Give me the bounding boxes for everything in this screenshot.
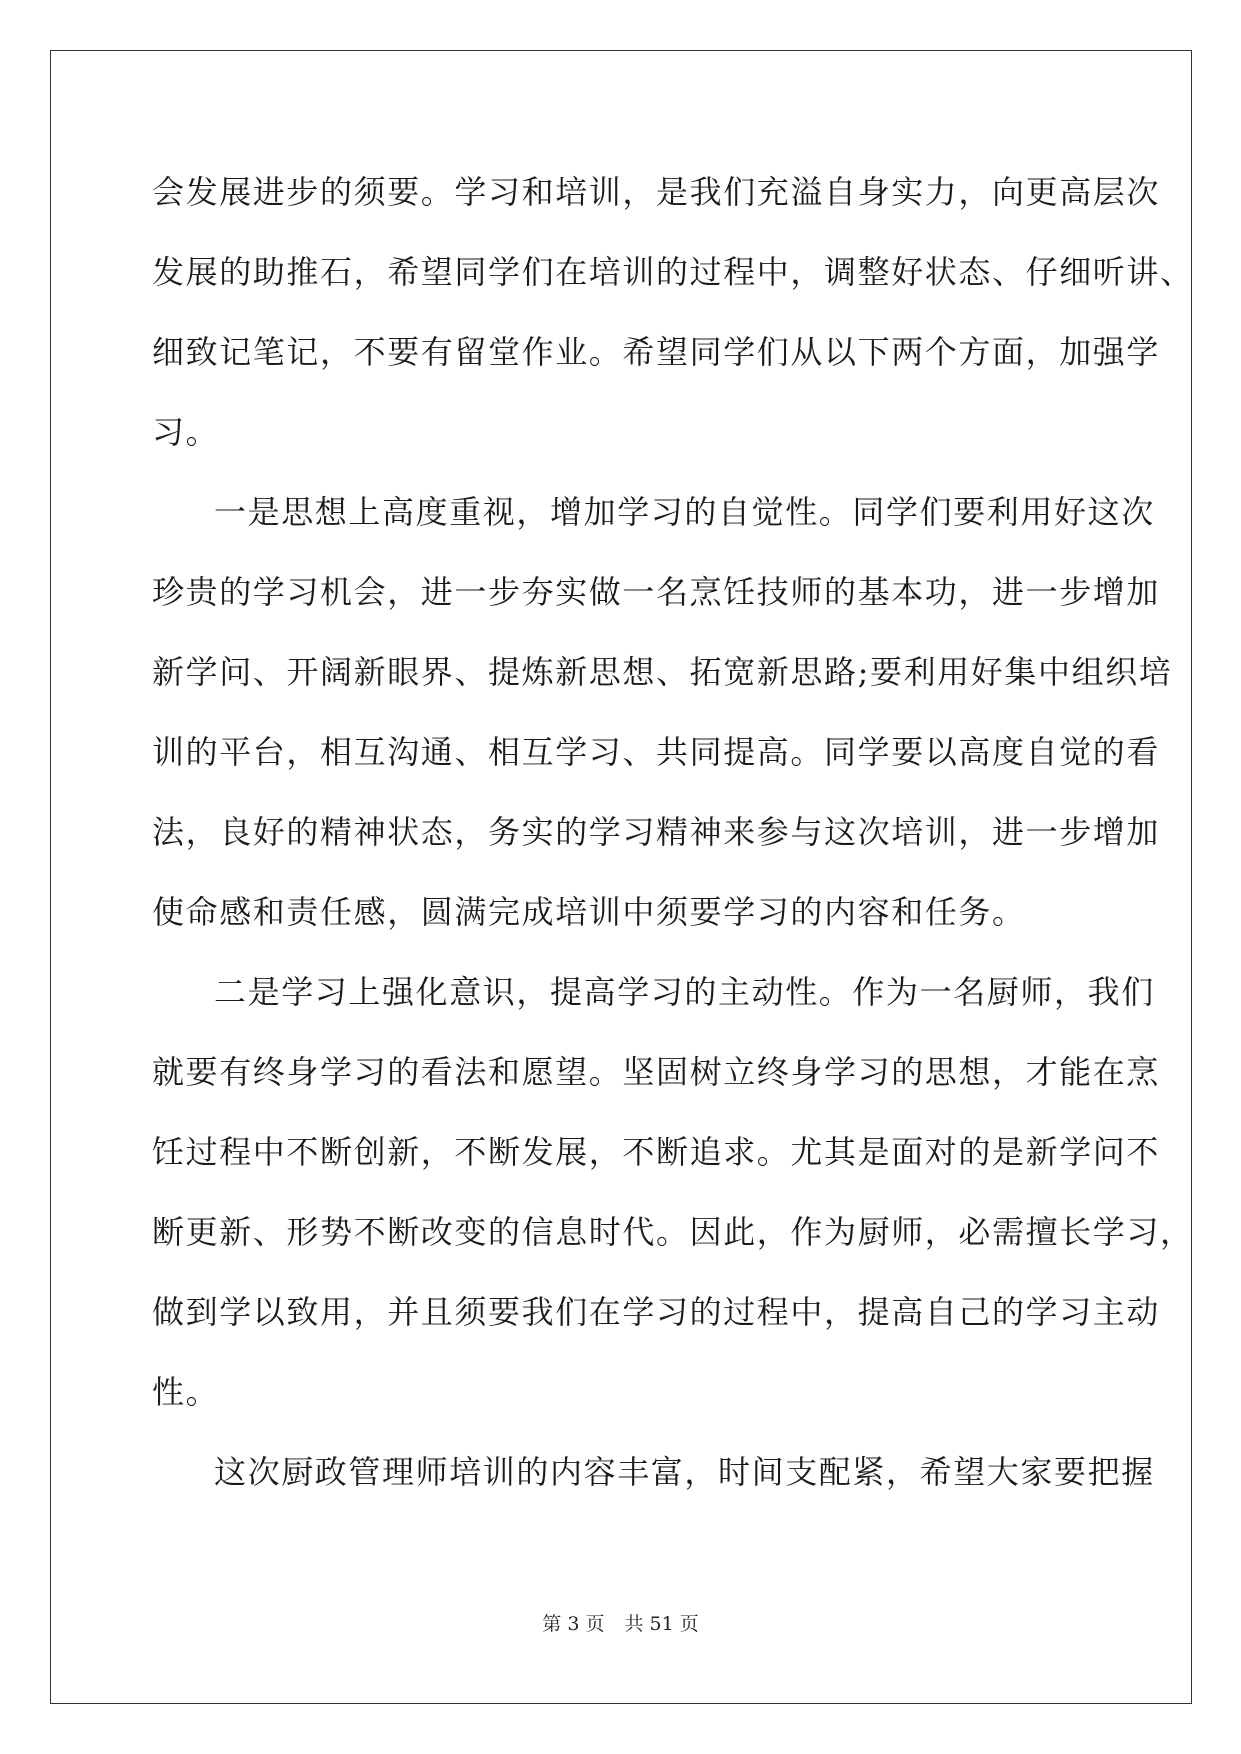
body-line: 做到学以致用，并且须要我们在学习的过程中，提高自己的学习主动 [152,1293,1161,1331]
body-line: 性。 [152,1373,220,1411]
current-page-number: 第 3 页 [542,1613,605,1635]
body-line: 会发展进步的须要。学习和培训，是我们充溢自身实力，向更高层次 [152,173,1161,211]
body-line: 断更新、形势不断改变的信息时代。因此，作为厨师，必需擅长学习， [152,1213,1194,1251]
body-line: 细致记笔记，不要有留堂作业。希望同学们从以下两个方面，加强学 [152,333,1161,371]
body-line: 新学问、开阔新眼界、提炼新思想、拓宽新思路;要利用好集中组织培 [152,653,1173,691]
body-line: 法，良好的精神状态，务实的学习精神来参与这次培训，进一步增加 [152,813,1161,851]
body-line: 训的平台，相互沟通、相互学习、共同提高。同学要以高度自觉的看 [152,733,1161,771]
body-line: 发展的助推石，希望同学们在培训的过程中，调整好状态、仔细听讲、 [152,253,1194,291]
body-line: 习。 [152,413,220,451]
body-line: 饪过程中不断创新，不断发展，不断追求。尤其是面对的是新学问不 [152,1133,1161,1171]
body-line: 就要有终身学习的看法和愿望。坚固树立终身学习的思想，才能在烹 [152,1053,1161,1091]
body-line: 珍贵的学习机会，进一步夯实做一名烹饪技师的基本功，进一步增加 [152,573,1161,611]
paragraph-start-line: 二是学习上强化意识，提高学习的主动性。作为一名厨师，我们 [214,973,1155,1011]
paragraph-start-line: 这次厨政管理师培训的内容丰富，时间支配紧，希望大家要把握 [214,1453,1155,1491]
body-line: 使命感和责任感，圆满完成培训中须要学习的内容和任务。 [152,893,1026,931]
paragraph-start-line: 一是思想上高度重视，增加学习的自觉性。同学们要利用好这次 [214,493,1155,531]
page-footer [0,1612,1241,1636]
total-page-count: 共 51 页 [624,1613,699,1635]
